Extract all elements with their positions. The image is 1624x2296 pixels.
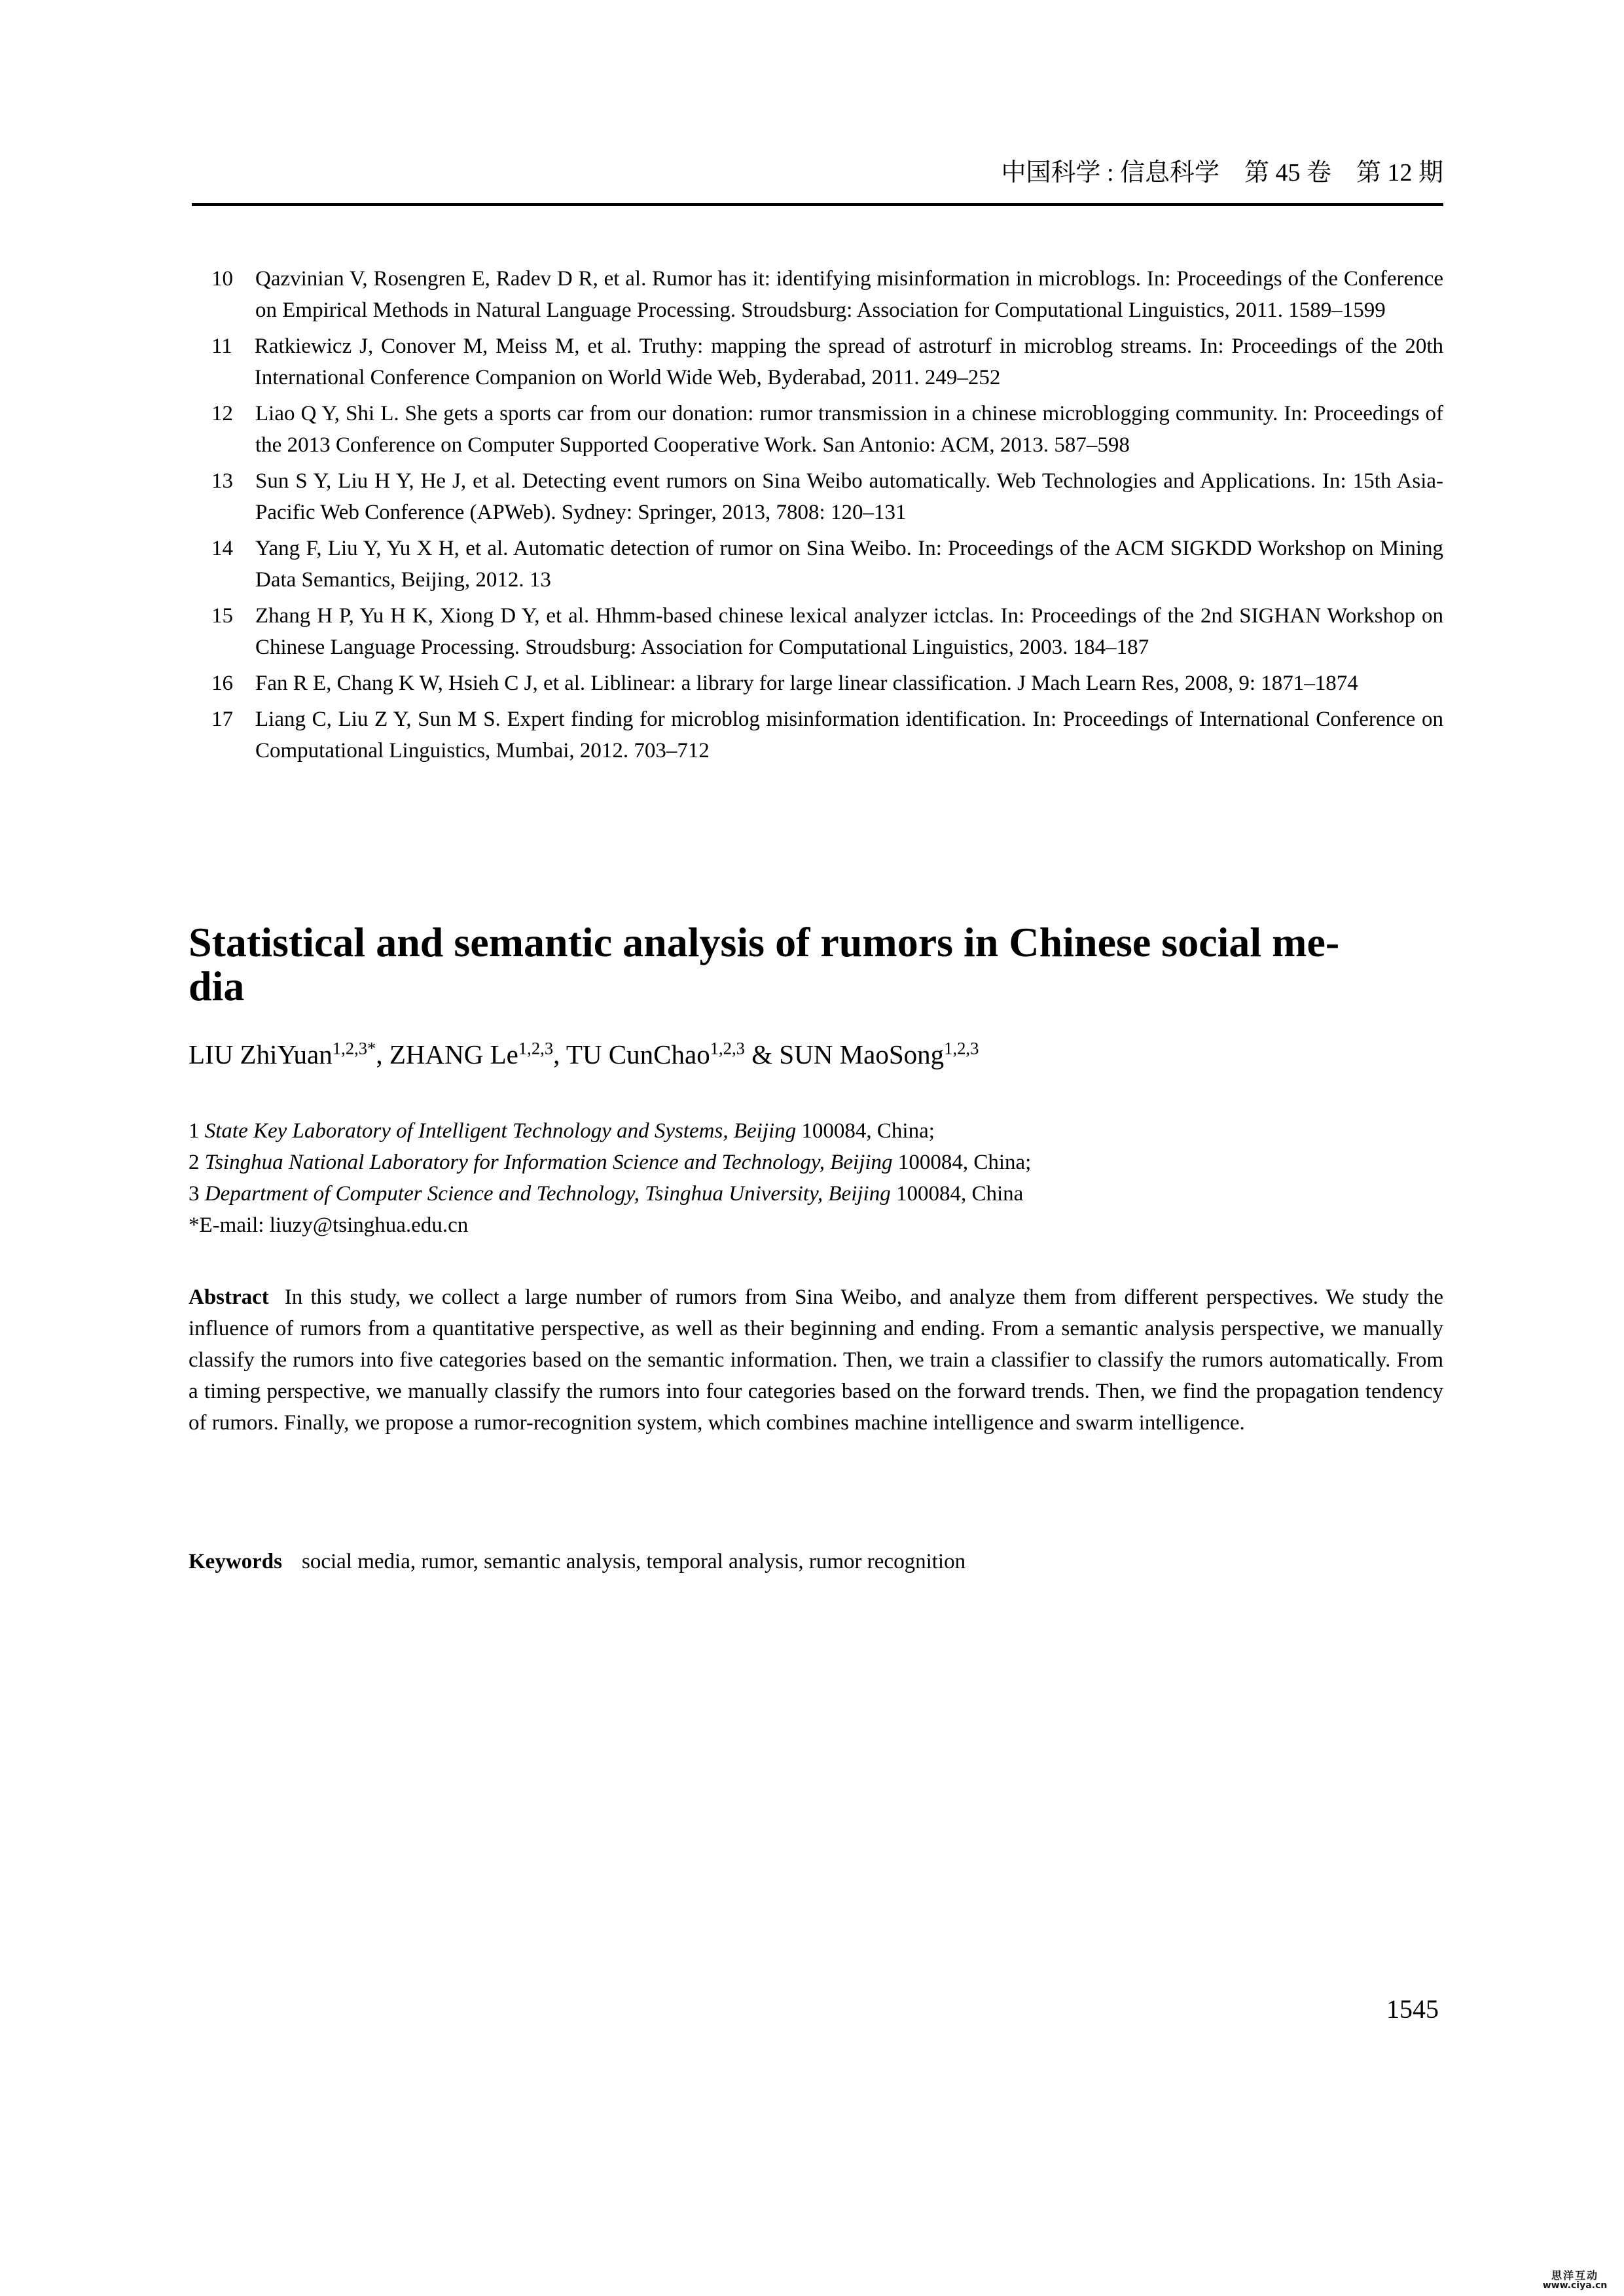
reference-item (211, 600, 1443, 663)
header-rule (192, 203, 1443, 206)
affiliation-location: 100084, China (890, 1182, 1024, 1206)
journal-header-text: 中国科学 : 信息科学 第 45 卷 第 12 期 (1001, 159, 1443, 187)
author-name: SUN MaoSong (779, 1039, 945, 1069)
reference-text: Fan R E, Chang K W, Hsieh C J, et al. Liblinear: a library for large linear classification. J Mach Learn Res, 2008, 9: 1871–1874 (255, 672, 1358, 695)
reference-text: Liang C, Liu Z Y, Sun M S. Expert finding for microblog misinformation identification. In: Proceedings of International Conference on Computational Linguistics, Mumbai, 2012. 703–712 (255, 708, 1443, 762)
page-number: 1545 (1386, 1994, 1439, 2024)
affiliation-item (189, 1178, 1443, 1210)
article-title-line1: Statistical and semantic analysis of rumors in Chinese social me- (189, 919, 1340, 965)
watermark-url-text: www.ciya.cn (1542, 2280, 1608, 2291)
affiliation-name: Tsinghua National Laboratory for Information Science and Technology, Beijing (204, 1151, 893, 1174)
reference-text: Ratkiewicz J, Conover M, Meiss M, et al. Truthy: mapping the spread of astroturf in microblog streams. In: Proceedings of the 20th International Conference Companion on World Wide Web, Byderabad, 2011. 249–252 (254, 334, 1443, 389)
affiliation-number: 1 (189, 1119, 200, 1143)
reference-number: 16 (211, 672, 233, 695)
email-line: *E-mail: liuzy@tsinghua.edu.cn (189, 1213, 469, 1237)
reference-number: 15 (211, 604, 233, 628)
reference-list (211, 263, 1443, 771)
reference-text: Yang F, Liu Y, Yu X H, et al. Automatic detection of rumor on Sina Weibo. In: Proceedings of the ACM SIGKDD Workshop on Mining Data Semantics, Beijing, 2012. 13 (255, 537, 1443, 592)
reference-number: 14 (211, 537, 233, 560)
watermark-brand-text: 思洋互动 (1551, 2269, 1598, 2282)
author-separator: , (553, 1039, 566, 1069)
affiliation-name: Department of Computer Science and Technology, Tsinghua University, Beijing (204, 1182, 891, 1206)
affiliation-list (189, 1115, 1443, 1241)
affiliation-name: State Key Laboratory of Intelligent Technology and Systems, Beijing (204, 1119, 797, 1143)
reference-text: Zhang H P, Yu H K, Xiong D Y, et al. Hhmm-based chinese lexical analyzer ictclas. In: Proceedings of the 2nd SIGHAN Workshop on Chinese Language Processing. Stroudsburg: Association for Computational Linguistics, 2003. 184–187 (255, 604, 1443, 659)
reference-item (211, 533, 1443, 596)
abstract-text: In this study, we collect a large number of rumors from Sina Weibo, and analyze them from different perspectives. We study the influence of rumors from a quantitative perspective, as well as their beginning and ending. From a semantic analysis perspective, we manually classify the rumors into five categories based on the semantic information. Then, we train a classifier to classify the rumors automatically. From a timing perspective, we manually classify the rumors into four categories based on the forward trends. Then, we find the propagation tendency of rumors. Finally, we propose a rumor-recognition system, which combines machine intelligence and swarm intelligence. (189, 1285, 1443, 1435)
reference-item (211, 465, 1443, 528)
author-line (189, 1037, 1443, 1071)
reference-number: 10 (211, 267, 233, 291)
affiliation-number: 2 (189, 1151, 200, 1174)
article-title-line2: dia (189, 963, 245, 1009)
reference-item (211, 331, 1443, 393)
reference-item (211, 668, 1443, 699)
reference-number: 12 (211, 402, 233, 425)
article-title (189, 920, 1443, 1008)
affiliation-number: 3 (189, 1182, 200, 1206)
watermark (1539, 2270, 1611, 2291)
author-separator: , (376, 1039, 389, 1069)
reference-number: 13 (211, 469, 233, 493)
affiliation-item (189, 1115, 1443, 1147)
reference-text: Sun S Y, Liu H Y, He J, et al. Detecting event rumors on Sina Weibo automatically. Web Technologies and Applications. In: 15th Asia-Pacific Web Conference (APWeb). Sydney: Springer, 2013, 7808: 120–131 (255, 469, 1443, 524)
reference-text: Liao Q Y, Shi L. She gets a sports car from our donation: rumor transmission in a chinese microblogging community. In: Proceedings of the 2013 Conference on Computer Supported Cooperative Work. San Antonio: ACM, 2013. 587–598 (255, 402, 1443, 457)
abstract-label: Abstract (189, 1285, 269, 1309)
author-separator: & (744, 1039, 780, 1069)
author-name: TU CunChao (566, 1039, 710, 1069)
author-affiliation-marks: 1,2,3 (710, 1038, 745, 1058)
keywords-label: Keywords (189, 1550, 282, 1573)
reference-item (211, 398, 1443, 461)
reference-item (211, 704, 1443, 766)
keywords-line (189, 1546, 1443, 1577)
affiliation-location: 100084, China; (796, 1119, 935, 1143)
affiliation-item (189, 1147, 1443, 1178)
keywords-text: social media, rumor, semantic analysis, temporal analysis, rumor recognition (302, 1550, 966, 1573)
author-affiliation-marks: 1,2,3* (332, 1038, 376, 1058)
reference-text: Qazvinian V, Rosengren E, Radev D R, et al. Rumor has it: identifying misinformation in microblogs. In: Proceedings of the Conference on Empirical Methods in Natural Language Processing. Stroudsburg: Association for Computational Linguistics, 2011. 1589–1599 (255, 267, 1443, 322)
reference-number: 17 (211, 708, 233, 731)
author-name: LIU ZhiYuan (189, 1039, 333, 1069)
reference-number: 11 (211, 334, 232, 358)
reference-item (211, 263, 1443, 326)
abstract-paragraph (189, 1282, 1443, 1439)
author-name: ZHANG Le (389, 1039, 518, 1069)
affiliation-location: 100084, China; (892, 1151, 1032, 1174)
author-affiliation-marks: 1,2,3 (518, 1038, 554, 1058)
author-affiliation-marks: 1,2,3 (944, 1038, 979, 1058)
